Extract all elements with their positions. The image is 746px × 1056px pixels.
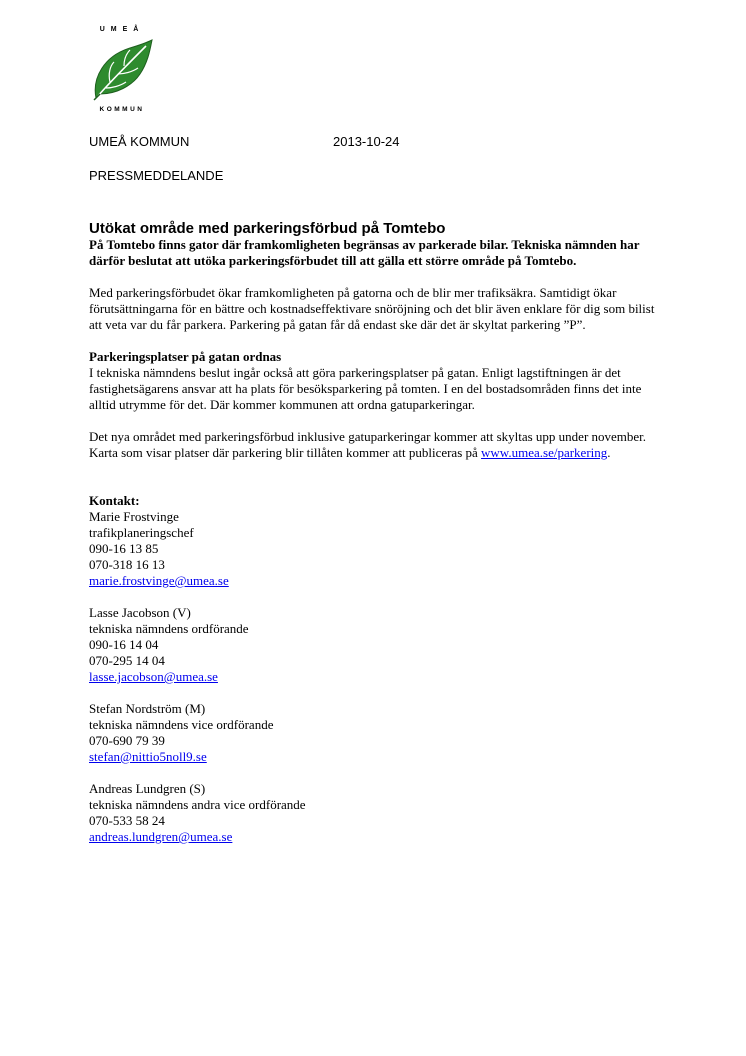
contact-mobile: 070-318 16 13 xyxy=(89,557,165,572)
contact-email-link[interactable]: lasse.jacobson@umea.se xyxy=(89,669,218,684)
contact-title: trafikplaneringschef xyxy=(89,525,194,540)
contact-phone: 070-690 79 39 xyxy=(89,733,165,748)
contact-email-link[interactable]: andreas.lundgren@umea.se xyxy=(89,829,233,844)
lead-paragraph: På Tomtebo finns gator där framkomligheten begränsas av parkerade bilar. Tekniska nämnden har därför beslutat att utöka parkeringsförbudet till att gälla ett större område på Tomtebo. xyxy=(89,237,640,268)
document-type: PRESSMEDDELANDE xyxy=(89,168,224,183)
contact-title: tekniska nämndens vice ordförande xyxy=(89,717,274,732)
article-body xyxy=(89,220,659,861)
contact-name: Stefan Nordström (M) xyxy=(89,701,206,716)
contact-card xyxy=(89,509,659,589)
paragraph-text: Det nya området med parkeringsförbud inklusive gatuparkeringar kommer att skyltas upp under november. Karta som visar platser där parkering blir tillåten kommer att publiceras på xyxy=(89,429,647,460)
contact-mobile: 070-295 14 04 xyxy=(89,653,165,668)
contact-email-link[interactable]: stefan@nittio5noll9.se xyxy=(89,749,207,764)
paragraph: I tekniska nämndens beslut ingår också att göra parkeringsplatser på gatan. Enligt lagstiftningen är det fastighetsägarens ansvar att ha plats för besöksparkering på tomten. I en del bostadsområden finns det inte alltid utrymme för det. Där kommer kommunen att ordna gatuparkeringar. xyxy=(89,365,642,412)
contact-name: Lasse Jacobson (V) xyxy=(89,605,191,620)
document-date: 2013-10-24 xyxy=(333,134,400,149)
logo-top-text: UMEÅ xyxy=(99,26,145,33)
contact-title: tekniska nämndens andra vice ordförande xyxy=(89,797,306,812)
contact-card xyxy=(89,701,659,765)
subheading: Parkeringsplatser på gatan ordnas xyxy=(89,349,282,364)
logo-bottom-text: KOMMUN xyxy=(99,106,145,113)
paragraph xyxy=(89,429,659,461)
contact-card xyxy=(89,781,659,845)
leaf-icon xyxy=(90,38,154,104)
contact-title: tekniska nämndens ordförande xyxy=(89,621,249,636)
paragraph-end: . xyxy=(607,445,611,460)
contact-name: Marie Frostvinge xyxy=(89,509,179,524)
headline: Utökat område med parkeringsförbud på Tomtebo xyxy=(89,220,446,237)
contact-heading: Kontakt: xyxy=(89,493,140,508)
contact-email-link[interactable]: marie.frostvinge@umea.se xyxy=(89,573,229,588)
contact-phone: 090-16 13 85 xyxy=(89,541,159,556)
contact-phone: 070-533 58 24 xyxy=(89,813,165,828)
contact-card xyxy=(89,605,659,685)
organization-name: UMEÅ KOMMUN xyxy=(89,134,190,149)
umea-kommun-logo xyxy=(86,26,158,118)
contact-name: Andreas Lundgren (S) xyxy=(89,781,206,796)
contact-phone: 090-16 14 04 xyxy=(89,637,159,652)
parking-link[interactable]: www.umea.se/parkering xyxy=(481,445,608,460)
paragraph: Med parkeringsförbudet ökar framkomligheten på gatorna och de blir mer trafiksäkra. Samtidigt ökar förutsättningarna för en bättre och kostnadseffektivare snöröjning och det blir även enklare för dig som bilist att veta var du får parkera. Parkering på gatan får då endast ske där det är skyltat parkering ”P”. xyxy=(89,285,655,332)
